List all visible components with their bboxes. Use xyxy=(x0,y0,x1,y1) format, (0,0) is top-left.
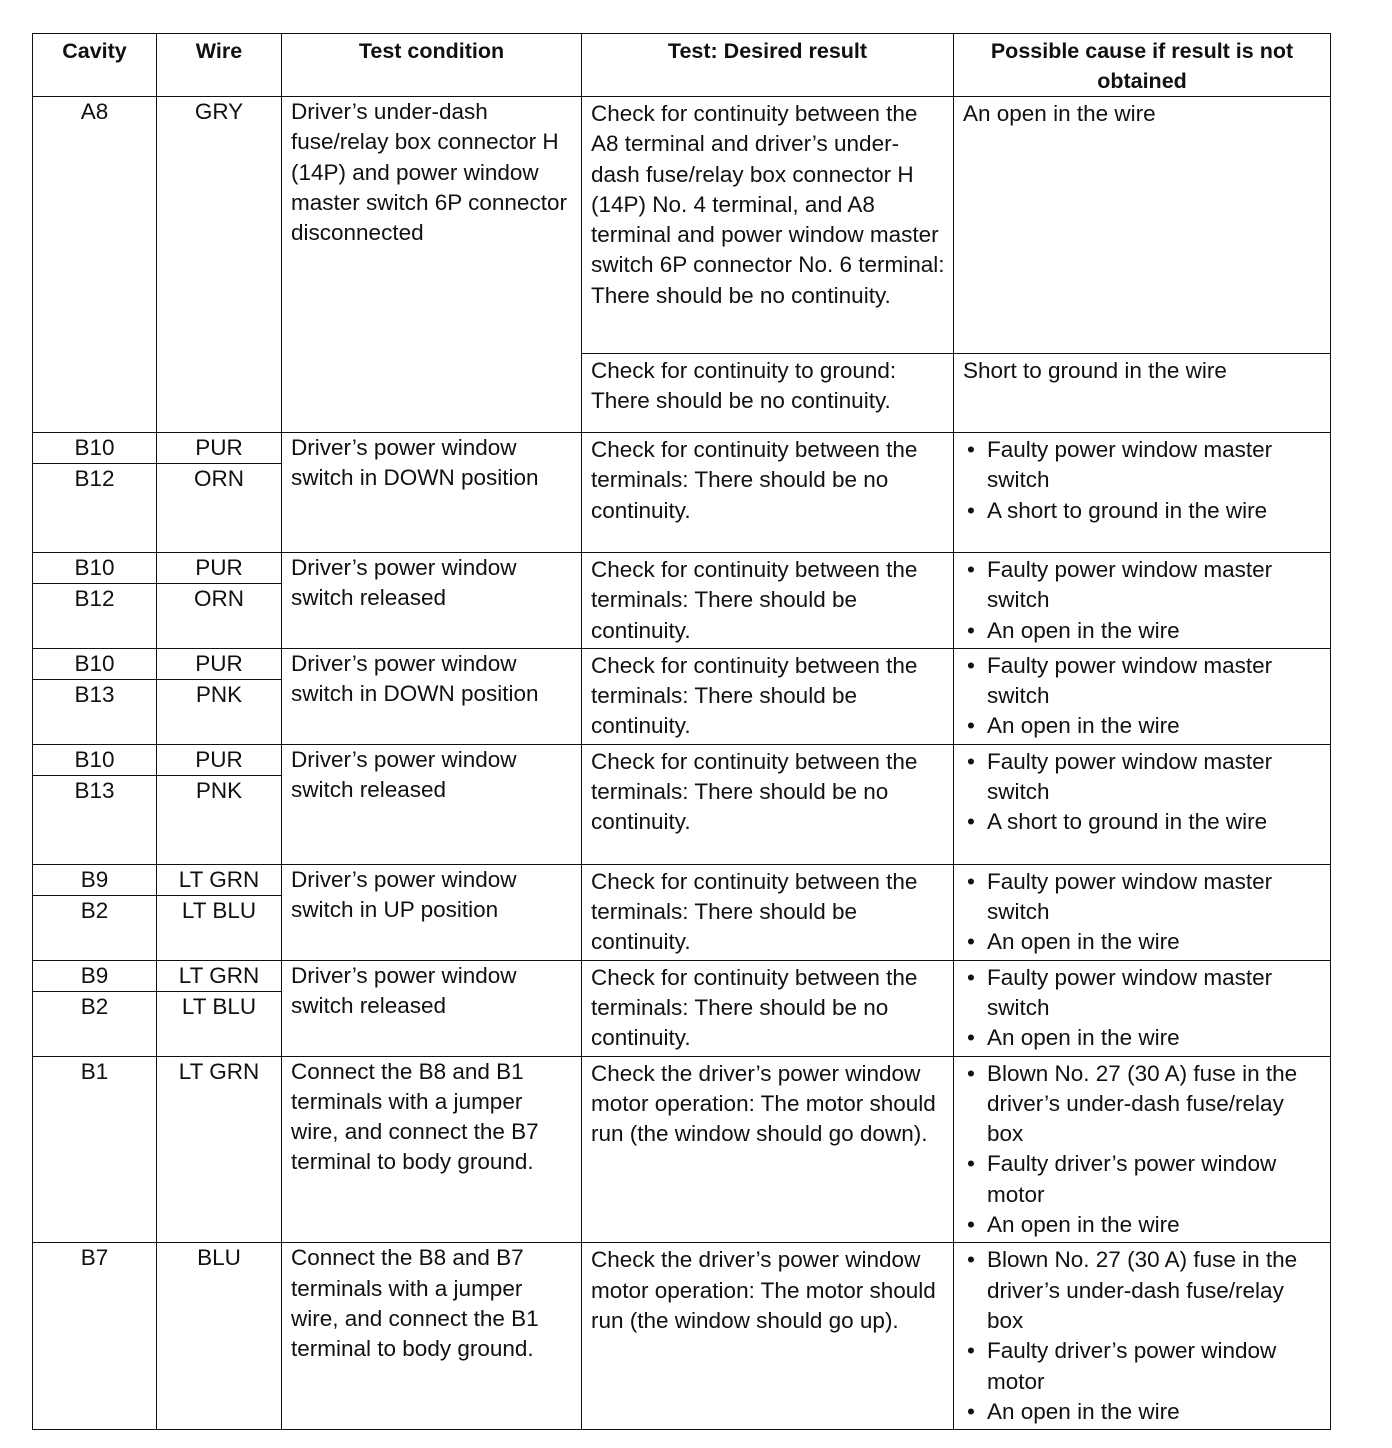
table-row xyxy=(33,744,1331,864)
test-condition-cell: Connect the B8 and B7 terminals with a jumper wire, and connect the B1 terminal to body ground. xyxy=(282,1243,582,1430)
wire-value: LT GRN xyxy=(157,961,281,992)
header-test-condition: Test condition xyxy=(282,34,582,97)
wire-cell xyxy=(157,648,282,744)
wire-value: LT GRN xyxy=(178,1058,260,1084)
wire-cell xyxy=(157,433,282,553)
cause-list xyxy=(963,1245,1324,1427)
cause-list xyxy=(963,555,1324,646)
cavity-value: B1 xyxy=(80,1058,109,1084)
cause-list xyxy=(963,1059,1324,1241)
wire-value: ORN xyxy=(194,466,244,491)
cavity-cell xyxy=(33,1056,157,1243)
desired-result: Check for continuity between the terminals: There should be continuity. xyxy=(591,557,918,643)
cause-item: • Faulty driver’s power window motor xyxy=(963,1149,1324,1210)
cavity-cell xyxy=(33,553,157,649)
test-table xyxy=(32,33,1331,1430)
cavity-value: B10 xyxy=(33,433,156,464)
cavity-value: A8 xyxy=(80,99,109,124)
possible-cause-cell xyxy=(954,1243,1331,1430)
cause-item: • An open in the wire xyxy=(963,711,1324,741)
cause-list xyxy=(963,963,1324,1054)
cause-list xyxy=(963,435,1324,526)
cause-item: • Faulty power window master switch xyxy=(963,435,1324,496)
test-condition-cell: Driver’s power window switch released xyxy=(282,553,582,649)
cause-text: Short to ground in the wire xyxy=(963,358,1227,383)
wire-cell xyxy=(157,960,282,1056)
table-row xyxy=(33,1243,1331,1430)
wire-value: LT GRN xyxy=(157,865,281,896)
wire-value: LT BLU xyxy=(181,993,257,1019)
wire-value: PUR xyxy=(157,745,281,776)
desired-result-cell xyxy=(582,744,954,864)
wire-value: PNK xyxy=(195,777,243,803)
cause-item: • An open in the wire xyxy=(963,927,1324,957)
table-row xyxy=(33,960,1331,1056)
test-condition-cell: Driver’s power window switch released xyxy=(282,960,582,1056)
desired-result-cell xyxy=(582,97,954,433)
desired-result: Check the driver’s power window motor operation: The motor should run (the window should go down). xyxy=(591,1060,936,1147)
wire-cell xyxy=(157,1056,282,1243)
cavity-value: B7 xyxy=(80,1245,109,1271)
header-row xyxy=(33,34,1331,97)
possible-cause xyxy=(963,553,1324,648)
desired-result-cell xyxy=(582,648,954,744)
test-condition-cell: Driver’s power window switch in DOWN position xyxy=(282,433,582,553)
possible-cause-cell xyxy=(954,960,1331,1056)
cause-item: • Faulty power window master switch xyxy=(963,555,1324,616)
possible-cause-cell xyxy=(954,648,1331,744)
cavity-cell xyxy=(33,433,157,553)
possible-cause-cell xyxy=(954,433,1331,553)
desired-result-cell xyxy=(582,553,954,649)
cause-item: • Faulty power window master switch xyxy=(963,963,1324,1024)
header-possible-cause: Possible cause if result is not obtained xyxy=(954,34,1331,97)
desired-result: Check for continuity to ground: There should be no continuity. xyxy=(582,353,953,419)
cavity-value: B9 xyxy=(33,961,156,992)
desired-result-cell xyxy=(582,864,954,960)
table-row xyxy=(33,433,1331,553)
wire-value: BLU xyxy=(197,1245,241,1271)
possible-cause xyxy=(963,961,1324,1056)
desired-result-cell xyxy=(582,433,954,553)
test-condition-cell: Driver’s under-dash fuse/relay box connector H (14P) and power window master switch 6P connector disconnected xyxy=(282,97,582,433)
cause-item: • An open in the wire xyxy=(963,1210,1324,1240)
wire-cell xyxy=(157,553,282,649)
desired-result: Check the driver’s power window motor operation: The motor should run (the window should go up). xyxy=(591,1247,936,1333)
cavity-cell xyxy=(33,648,157,744)
wire-value: GRY xyxy=(194,99,244,124)
cavity-cell xyxy=(33,960,157,1056)
header-desired-result: Test: Desired result xyxy=(582,34,954,97)
possible-cause-cell xyxy=(954,744,1331,864)
desired-result: Check for continuity between the terminals: There should be continuity. xyxy=(591,868,918,955)
cause-list xyxy=(963,867,1324,958)
possible-cause xyxy=(963,745,1324,840)
cavity-value: B10 xyxy=(33,745,156,776)
desired-result-cell xyxy=(582,1243,954,1430)
possible-cause xyxy=(963,97,1324,353)
possible-cause xyxy=(954,353,1330,388)
desired-result-cell xyxy=(582,1056,954,1243)
wire-value: PUR xyxy=(157,649,281,680)
wire-value: LT BLU xyxy=(181,897,257,923)
cavity-value: B13 xyxy=(74,681,115,707)
cause-list xyxy=(963,651,1324,742)
cause-item: • An open in the wire xyxy=(963,616,1324,646)
cavity-cell xyxy=(33,744,157,864)
header-wire: Wire xyxy=(157,34,282,97)
table-row xyxy=(33,648,1331,744)
cause-item: • A short to ground in the wire xyxy=(963,807,1324,837)
cause-item: • An open in the wire xyxy=(963,1023,1324,1053)
cavity-value: B12 xyxy=(74,466,115,491)
wire-cell xyxy=(157,97,282,433)
cavity-value: B2 xyxy=(80,993,109,1019)
wire-cell xyxy=(157,744,282,864)
cavity-cell xyxy=(33,97,157,433)
desired-result: Check for continuity between the terminals: There should be no continuity. xyxy=(591,748,918,835)
table-row xyxy=(33,864,1331,960)
table-row xyxy=(33,553,1331,649)
desired-result-cell xyxy=(582,960,954,1056)
wire-value: PNK xyxy=(195,681,243,707)
wire-value: ORN xyxy=(194,586,244,611)
cavity-cell xyxy=(33,864,157,960)
wire-cell xyxy=(157,864,282,960)
cavity-value: B12 xyxy=(74,586,115,611)
table-row xyxy=(33,97,1331,433)
cause-item: • A short to ground in the wire xyxy=(963,496,1324,526)
cause-item: • Blown No. 27 (30 A) fuse in the driver’s under-dash fuse/relay box xyxy=(963,1059,1324,1150)
cause-list xyxy=(963,747,1324,838)
desired-result: Check for continuity between the A8 terminal and driver’s under-dash fuse/relay box connector H (14P) No. 4 terminal, and A8 terminal and power window master switch 6P connector No. 6 terminal: There should be no continuity. xyxy=(591,101,945,308)
cavity-value: B13 xyxy=(74,777,115,803)
cavity-value: B10 xyxy=(33,649,156,680)
cause-item: • Blown No. 27 (30 A) fuse in the driver’s under-dash fuse/relay box xyxy=(963,1245,1324,1336)
cause-item: • Faulty driver’s power window motor xyxy=(963,1336,1324,1397)
desired-result: Check for continuity between the terminals: There should be no continuity. xyxy=(591,964,918,1051)
possible-cause xyxy=(963,865,1324,960)
possible-cause-cell xyxy=(954,553,1331,649)
possible-cause-cell xyxy=(954,1056,1331,1243)
desired-result: Check for continuity between the terminals: There should be no continuity. xyxy=(591,437,918,523)
possible-cause xyxy=(963,1243,1324,1429)
table-row xyxy=(33,1056,1331,1243)
cause-item: • Faulty power window master switch xyxy=(963,867,1324,928)
wire-value: PUR xyxy=(157,553,281,584)
test-condition-cell: Driver’s power window switch in UP position xyxy=(282,864,582,960)
cavity-cell xyxy=(33,1243,157,1430)
test-condition-cell: Connect the B8 and B1 terminals with a jumper wire, and connect the B7 terminal to body ground. xyxy=(282,1056,582,1243)
test-condition-cell: Driver’s power window switch released xyxy=(282,744,582,864)
possible-cause xyxy=(963,1057,1324,1243)
wire-value: PUR xyxy=(157,433,281,464)
possible-cause-cell xyxy=(954,97,1331,433)
possible-cause xyxy=(963,649,1324,744)
possible-cause xyxy=(963,433,1324,528)
cavity-value: B2 xyxy=(80,897,109,923)
cause-item: • Faulty power window master switch xyxy=(963,651,1324,712)
cavity-value: B10 xyxy=(33,553,156,584)
cavity-value: B9 xyxy=(33,865,156,896)
possible-cause-cell xyxy=(954,864,1331,960)
wire-cell xyxy=(157,1243,282,1430)
header-cavity: Cavity xyxy=(33,34,157,97)
cause-item: • Faulty power window master switch xyxy=(963,747,1324,808)
test-condition-cell: Driver’s power window switch in DOWN position xyxy=(282,648,582,744)
desired-result: Check for continuity between the terminals: There should be continuity. xyxy=(591,652,918,739)
cause-item: • An open in the wire xyxy=(963,1397,1324,1427)
table-body xyxy=(33,97,1331,1430)
cause-text: An open in the wire xyxy=(963,101,1156,126)
